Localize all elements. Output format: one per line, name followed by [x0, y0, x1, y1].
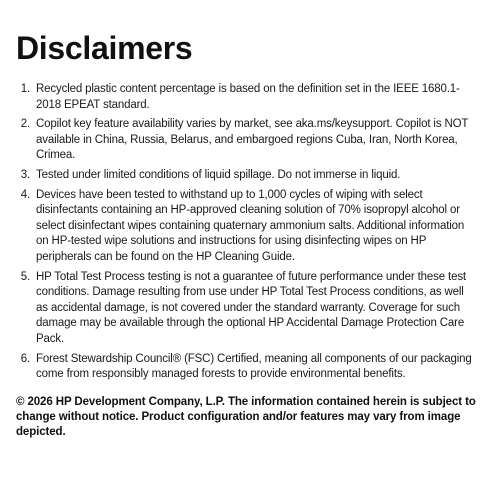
disclaimer-list — [16, 82, 476, 383]
item-text: HP Total Test Process testing is not a guarantee of future performance under these test conditions. Damage resulting from use under HP Total Test Process conditions, as well as accidental damage, is not covered under the standard warranty. Coverage for such damage may be available through the optional HP Accidental Damage Protection Care Pack. — [36, 270, 466, 345]
item-text: Copilot key feature availability varies by market, see aka.ms/keysupport. Copilot is NOT available in China, Russia, Belarus, and embargoed regions Cuba, Iran, North Korea, Crimea. — [36, 118, 469, 162]
list-item — [16, 168, 476, 184]
list-item — [16, 352, 476, 383]
item-number: 2. — [20, 118, 30, 131]
item-text: Devices have been tested to withstand up to 1,000 cycles of wiping with select disinfectants containing an HP-approved cleaning solution of 70% isopropyl alcohol or select disinfectant wipes containing quaternary ammonium salts. Additional information on HP-tested wipe solutions and instructions for using disinfecting wipes on HP peripherals can be found on the HP Cleaning Guide. — [36, 188, 465, 263]
item-text: Recycled plastic content percentage is based on the definition set in the IEEE 1680.1-2018 EPEAT standard. — [36, 83, 460, 111]
list-item — [16, 117, 476, 164]
list-item — [16, 270, 476, 348]
item-number: 4. — [20, 188, 30, 201]
list-item — [16, 82, 476, 113]
list-item — [16, 188, 476, 266]
item-number: 6. — [20, 352, 30, 365]
item-number: 3. — [20, 168, 30, 181]
item-number: 5. — [20, 270, 30, 283]
item-text: Tested under limited conditions of liquid spillage. Do not immerse in liquid. — [36, 168, 401, 181]
item-number: 1. — [20, 83, 30, 95]
copyright-footer: © 2026 HP Development Company, L.P. The information contained herein is subject to change without notice. Product configuration and/or features may vary from image depicted. — [16, 395, 476, 438]
page-title: Disclaimers — [16, 30, 193, 66]
item-text: Forest Stewardship Council® (FSC) Certified, meaning all components of our packaging come from responsibly managed forests to provide environmental benefits. — [36, 352, 472, 381]
